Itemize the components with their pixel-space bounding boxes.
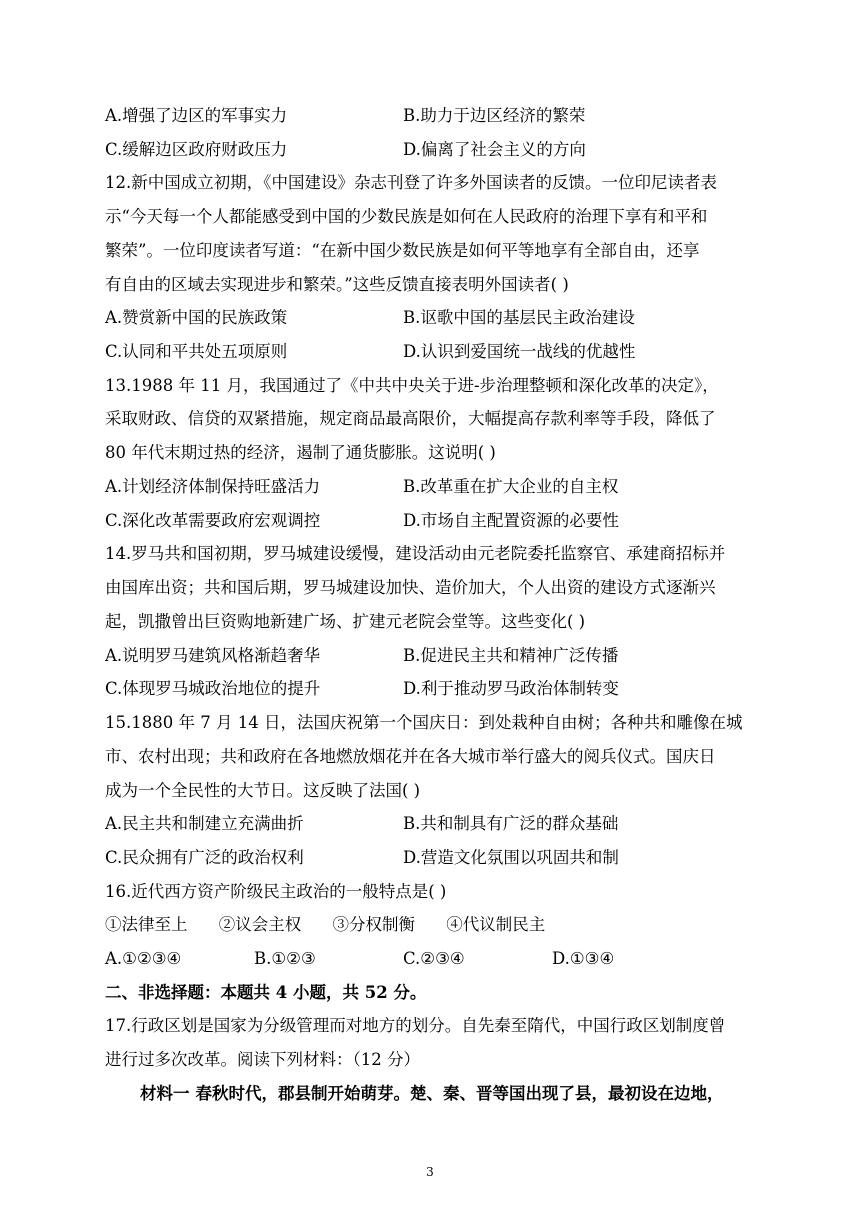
q12-stem-line-3: 繁荣”。一位印度读者写道：“在新中国少数民族是如何平等地享有全部自由，还享 (105, 241, 700, 260)
q14-option-a: A.说明罗马建筑风格渐趋奢华 (105, 646, 321, 665)
q17-material-1 (140, 1082, 724, 1106)
q16-option-a: A.①②③④ (105, 949, 182, 968)
q13-stem-line-1: 13.1988 年 11 月，我国通过了《中共中央关于进-步治理整顿和深化改革的决定》， (105, 376, 719, 395)
q14-option-c: C.体现罗马城政治地位的提升 (105, 679, 321, 698)
q16-statement-2: ②议会主权 (218, 915, 302, 934)
q14-stem-line-3: 起，凯撒曾出巨资购地新建广场、扩建元老院会堂等。这些变化( ) (105, 612, 586, 631)
q12-stem-line-1: 12.新中国成立初期，《中国建设》杂志刊登了许多外国读者的反馈。一位印尼读者表 (105, 173, 717, 192)
q17-stem-line-2: 进行过多次改革。阅读下列材料：（12 分） (105, 1050, 420, 1069)
q14-option-b: B.促进民主共和精神广泛传播 (403, 646, 619, 665)
page-number: 3 (426, 1165, 434, 1179)
q13-stem-line-3: 80 年代末期过热的经济，遏制了通货膨胀。这说明( ) (105, 443, 496, 462)
q16-stem: 16.近代西方资产阶级民主政治的一般特点是( ) (105, 882, 447, 901)
q13-option-c: C.深化改革需要政府宏观调控 (105, 511, 321, 530)
q14-option-d: D.利于推动罗马政治体制转变 (403, 679, 619, 698)
q13-option-d: D.市场自主配置资源的必要性 (403, 511, 619, 530)
q12-option-b: B.讴歌中国的基层民主政治建设 (403, 308, 635, 327)
q14-stem-line-2: 由国库出资；共和国后期，罗马城建设加快、造价加大，个人出资的建设方式逐渐兴 (105, 578, 716, 597)
q13-stem-line-2: 采取财政、信贷的双紧措施，规定商品最高限价，大幅提高存款利率等手段，降低了 (105, 409, 716, 428)
q16-statement-3: ③分权制衡 (332, 915, 415, 934)
q15-stem-line-3: 成为一个全民性的大节日。这反映了法国( ) (105, 781, 421, 800)
q16-option-c: C.②③④ (403, 949, 465, 968)
q15-option-b: B.共和制具有广泛的群众基础 (403, 814, 619, 833)
q11-option-c: C.缓解边区政府财政压力 (105, 140, 288, 159)
q11-option-b: B.助力于边区经济的繁荣 (403, 106, 586, 125)
q12-stem-line-2: 示“今天每一个人都能感受到中国的少数民族是如何在人民政府的治理下享有和平和 (105, 207, 708, 226)
q12-option-d: D.认识到爱国统一战线的优越性 (403, 342, 636, 361)
q15-stem-line-1: 15.1880 年 7 月 14 日，法国庆祝第一个国庆日：到处栽种自由树；各种共和雕像在城 (105, 713, 743, 732)
q16-statements (105, 913, 571, 937)
q16-statement-1: ①法律至上 (105, 915, 188, 934)
q13-option-a: A.计划经济体制保持旺盛活力 (105, 477, 321, 496)
q11-option-d: D.偏离了社会主义的方向 (403, 140, 586, 159)
section-2-heading: 二、非选择题：本题共 4 小题，共 52 分。 (105, 983, 427, 1002)
q17-stem-line-1: 17.行政区划是国家为分级管理而对地方的划分。自先秦至隋代，中国行政区划制度曾 (105, 1016, 726, 1035)
q16-option-d: D.①③④ (552, 949, 615, 968)
q16-option-b: B.①②③ (254, 949, 316, 968)
q11-option-a: A.增强了边区的军事实力 (105, 106, 288, 125)
q14-stem-line-1: 14.罗马共和国初期，罗马城建设缓慢，建设活动由元老院委托监察官、承建商招标并 (105, 544, 726, 563)
q12-option-c: C.认同和平共处五项原则 (105, 342, 288, 361)
q17-material-text: 春秋时代，郡县制开始萌芽。楚、秦、晋等国出现了县，最初设在边地， (195, 1084, 724, 1103)
q15-option-a: A.民主共和制建立充满曲折 (105, 814, 304, 833)
q17-material-label: 材料一 (140, 1084, 190, 1103)
q13-option-b: B.改革重在扩大企业的自主权 (403, 477, 619, 496)
q16-statement-4: ④代议制民主 (446, 915, 546, 934)
q15-stem-line-2: 市、农村出现；共和政府在各地燃放烟花并在各大城市举行盛大的阅兵仪式。国庆日 (105, 747, 716, 766)
q12-stem-line-4: 有自由的区域去实现进步和繁荣。”这些反馈直接表明外国读者( ) (105, 275, 569, 294)
q15-option-c: C.民众拥有广泛的政治权利 (105, 848, 304, 867)
q12-option-a: A.赞赏新中国的民族政策 (105, 308, 288, 327)
q15-option-d: D.营造文化氛围以巩固共和制 (403, 848, 619, 867)
